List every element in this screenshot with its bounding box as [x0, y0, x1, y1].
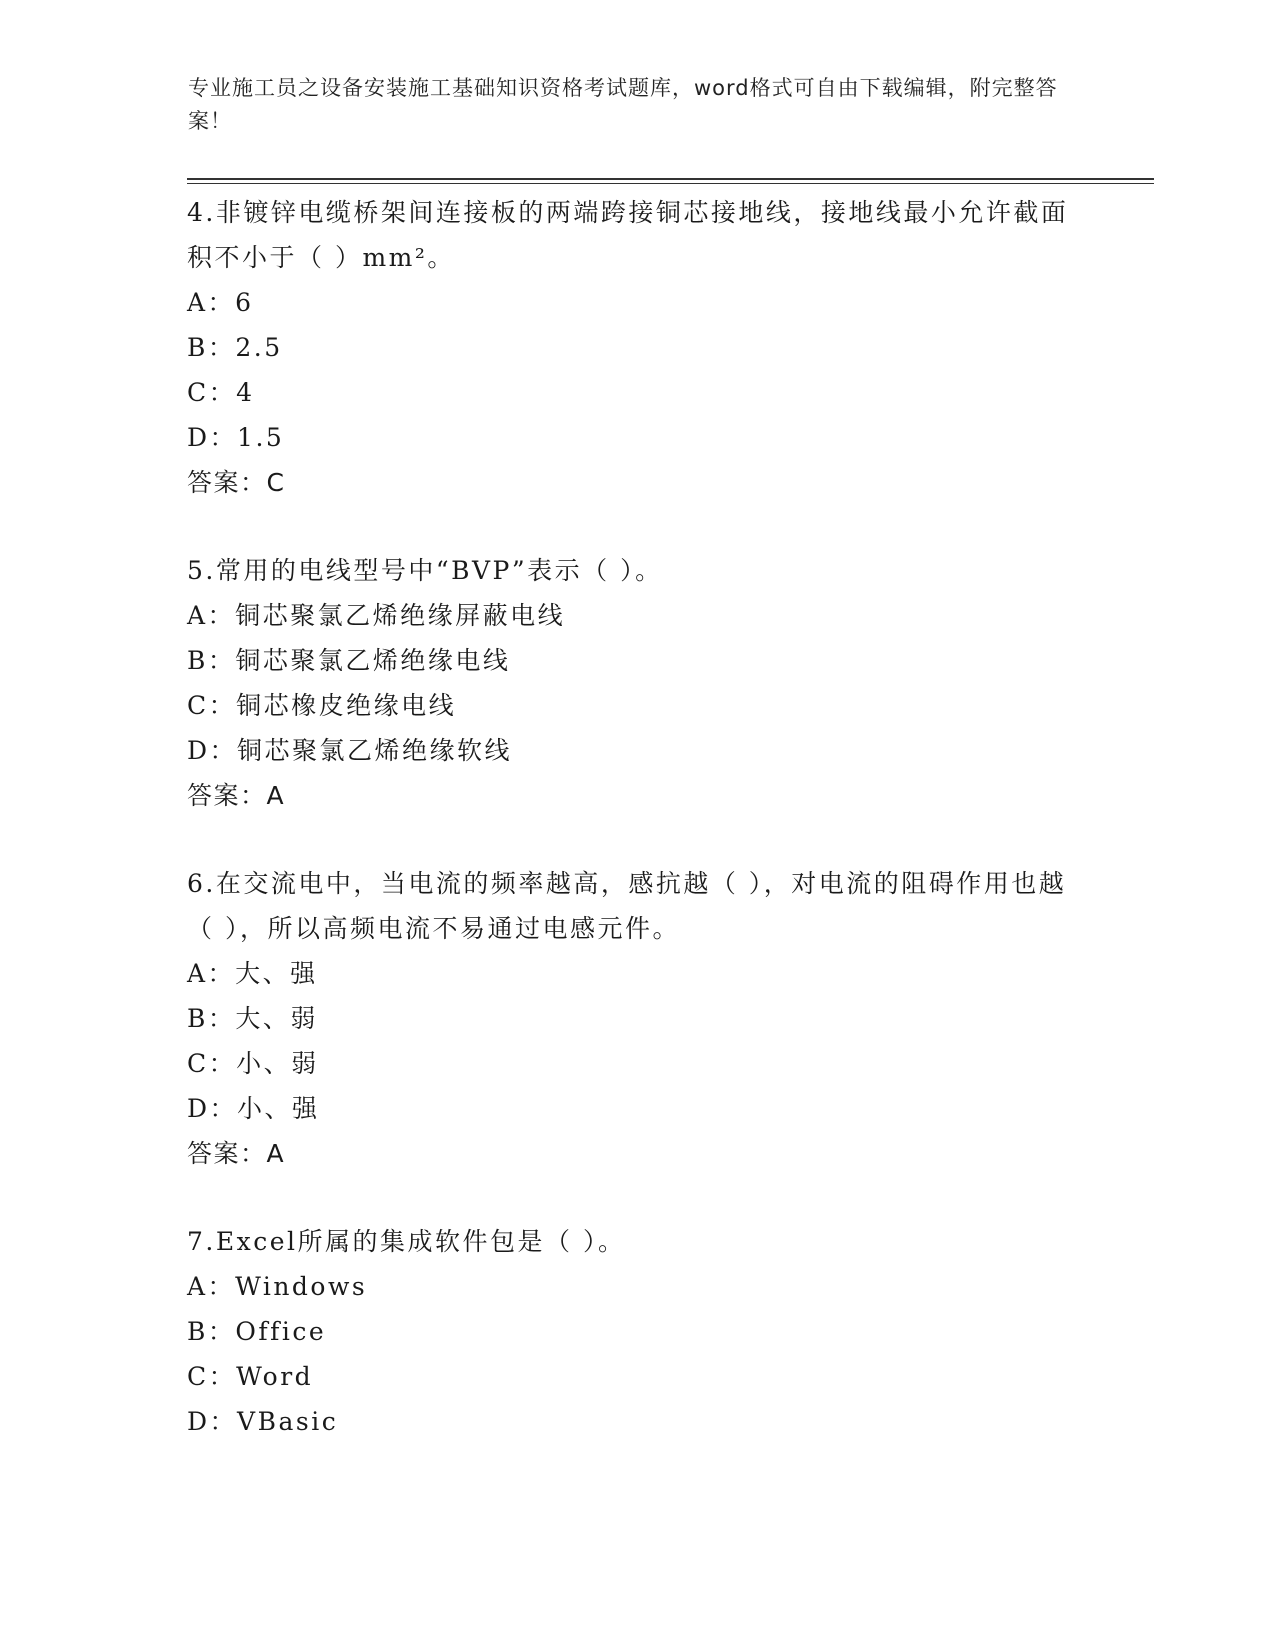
- option-text: Windows: [235, 1272, 368, 1301]
- option-key: A：: [187, 601, 236, 630]
- question-list: [187, 190, 1087, 1487]
- answer-line: 答案：A: [187, 1139, 286, 1168]
- option-key: C：: [187, 1362, 237, 1391]
- option-key: B：: [187, 333, 236, 362]
- option-text: 小、强: [237, 1094, 320, 1123]
- option-text: 铜芯橡皮绝缘电线: [236, 691, 457, 720]
- option-text: 6: [235, 288, 254, 317]
- header-divider-thin: [187, 183, 1154, 184]
- option-text: 铜芯聚氯乙烯绝缘电线: [235, 646, 511, 675]
- option-text: Office: [235, 1317, 327, 1346]
- option-text: Word: [236, 1362, 314, 1391]
- option-a: [187, 593, 1087, 638]
- question-7: [187, 1219, 1087, 1444]
- option-d: [187, 1086, 1087, 1131]
- question-5: [187, 548, 1087, 818]
- option-b: [187, 1309, 1087, 1354]
- question-stem: 5.常用的电线型号中“BVP”表示（ ）。: [187, 556, 663, 585]
- option-text: 铜芯聚氯乙烯绝缘屏蔽电线: [235, 601, 566, 630]
- option-key: B：: [187, 1317, 236, 1346]
- option-b: [187, 325, 1087, 370]
- option-text: 大、强: [235, 959, 318, 988]
- option-a: [187, 1264, 1087, 1309]
- option-c: [187, 1041, 1087, 1086]
- option-key: B：: [187, 646, 236, 675]
- question-4: [187, 190, 1087, 505]
- question-stem: 6.在交流电中，当电流的频率越高，感抗越（ ），对电流的阻碍作用也越（ ），所以高频电流不易通过电感元件。: [187, 869, 1067, 943]
- answer-line: 答案：A: [187, 781, 286, 810]
- option-d: [187, 415, 1087, 460]
- option-b: [187, 638, 1087, 683]
- option-text: 2.5: [235, 333, 283, 362]
- option-key: C：: [187, 378, 237, 407]
- option-key: D：: [187, 1407, 238, 1436]
- option-text: VBasic: [237, 1407, 339, 1436]
- option-text: 大、弱: [235, 1004, 318, 1033]
- option-key: A：: [187, 288, 236, 317]
- option-key: C：: [187, 691, 237, 720]
- answer-line: 答案：C: [187, 468, 286, 497]
- option-c: [187, 370, 1087, 415]
- option-key: A：: [187, 1272, 236, 1301]
- option-key: A：: [187, 959, 236, 988]
- option-a: [187, 951, 1087, 996]
- question-stem: 4.非镀锌电缆桥架间连接板的两端跨接铜芯接地线，接地线最小允许截面积不小于（ ）mm²。: [187, 198, 1069, 272]
- option-text: 小、弱: [236, 1049, 319, 1078]
- question-6: [187, 861, 1087, 1176]
- question-stem: 7.Excel所属的集成软件包是（ ）。: [187, 1227, 626, 1256]
- option-b: [187, 996, 1087, 1041]
- option-c: [187, 1354, 1087, 1399]
- option-d: [187, 728, 1087, 773]
- option-key: D：: [187, 1094, 238, 1123]
- option-key: C：: [187, 1049, 237, 1078]
- header-note: 专业施工员之设备安装施工基础知识资格考试题库，word格式可自由下载编辑，附完整答案！: [188, 76, 1058, 133]
- option-text: 4: [236, 378, 255, 407]
- option-key: D：: [187, 423, 238, 452]
- option-d: [187, 1399, 1087, 1444]
- option-text: 铜芯聚氯乙烯绝缘软线: [237, 736, 513, 765]
- option-c: [187, 683, 1087, 728]
- option-key: B：: [187, 1004, 236, 1033]
- header-divider: [187, 178, 1154, 180]
- option-key: D：: [187, 736, 238, 765]
- option-text: 1.5: [237, 423, 285, 452]
- option-a: [187, 280, 1087, 325]
